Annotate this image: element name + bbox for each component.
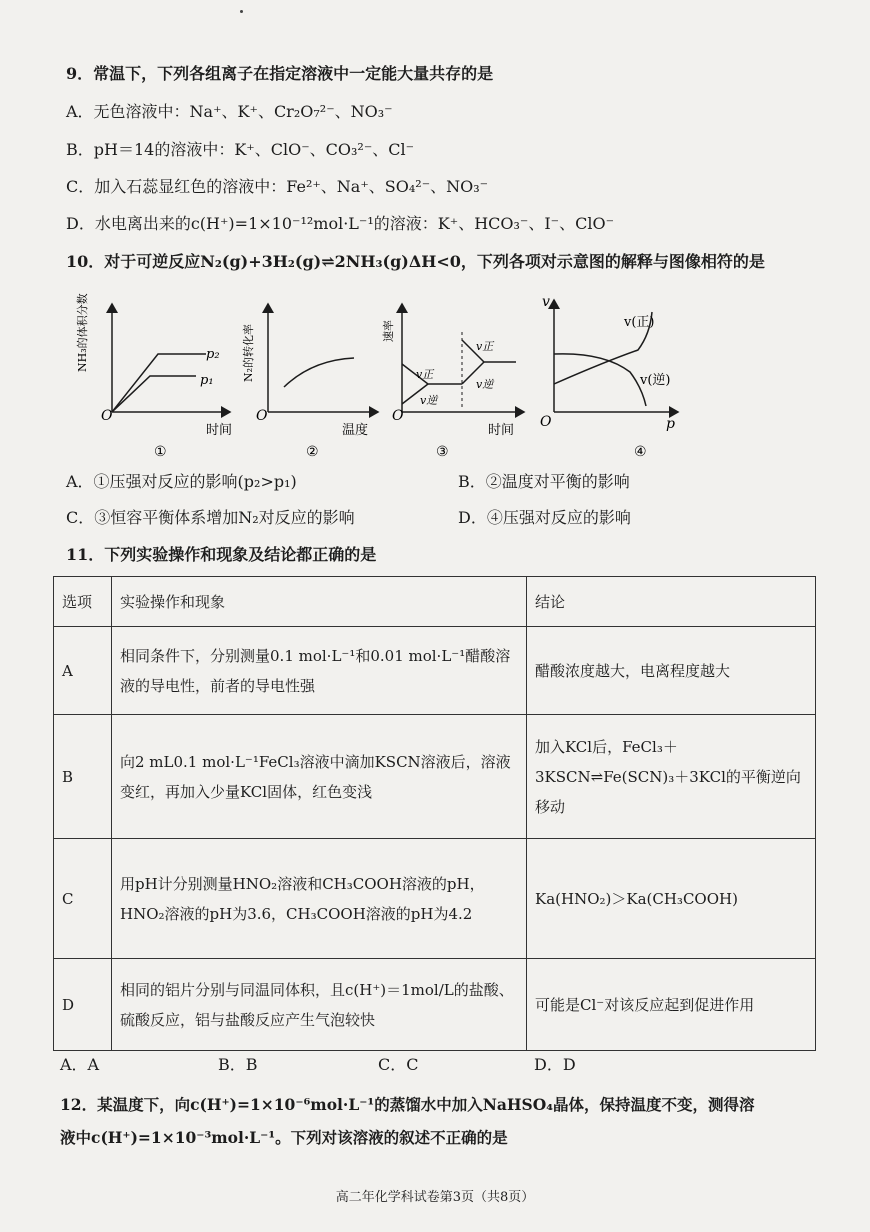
row-d-operation: 相同的铝片分别与同温同体积，且c(H⁺)＝1mol/L的盐酸、硫酸反应，铝与盐酸反应产生气泡较快 (112, 959, 527, 1051)
graph3-origin: O (392, 408, 404, 424)
row-a-conclusion: 醋酸浓度越大，电离程度越大 (527, 627, 816, 715)
q9-option-c: C．加入石蕊显红色的溶液中：Fe²⁺、Na⁺、SO₄²⁻、NO₃⁻ (66, 177, 489, 196)
q10-option-b: B．②温度对平衡的影响 (458, 472, 630, 491)
q11-answer-c: C．C (378, 1055, 419, 1074)
row-d-conclusion: 可能是Cl⁻对该反应起到促进作用 (527, 959, 816, 1051)
graph3-curve-vr1: v逆 (420, 394, 438, 407)
graph3-curve-vr2: v逆 (476, 378, 494, 391)
table-row (54, 715, 816, 839)
q10-option-a: A．①压强对反应的影响(p₂>p₁) (66, 472, 297, 491)
graph-2 (234, 292, 384, 466)
header-operation: 实验操作和现象 (112, 577, 527, 627)
graph2-origin: O (256, 408, 268, 424)
page-footer: 高二年化学科试卷第3页（共8页） (335, 1190, 535, 1205)
row-c-option: C (54, 839, 112, 959)
graph4-origin: O (540, 414, 552, 430)
graph1-xlabel: 时间 (206, 423, 233, 438)
graph1-curve-p2: p₂ (206, 347, 220, 362)
graph4-curve-forward: v(正) (624, 315, 655, 330)
q9-stem: 9．常温下，下列各组离子在指定溶液中一定能大量共存的是 (66, 64, 494, 83)
graph1-number: ① (154, 444, 167, 460)
row-b-option: B (54, 715, 112, 839)
graph1-curve-p1: p₁ (200, 373, 214, 388)
graph4-ylabel: v (542, 294, 550, 310)
row-b-conclusion: 加入KCl后，FeCl₃＋3KSCN⇌Fe(SCN)₃＋3KCl的平衡逆向移动 (527, 715, 816, 839)
graph3-ylabel: 速率 (382, 320, 395, 342)
q11-answer-d: D．D (534, 1055, 576, 1074)
graph-3 (380, 292, 530, 466)
q11-answer-b: B．B (218, 1055, 258, 1074)
header-conclusion: 结论 (527, 577, 816, 627)
graph4-number: ④ (634, 444, 647, 460)
graph3-curve-vf2: v正 (476, 340, 494, 353)
q10-stem: 10．对于可逆反应N₂(g)+3H₂(g)⇌2NH₃(g)ΔH<0，下列各项对示意图的解释与图像相符的是 (66, 252, 765, 271)
graph-1 (66, 292, 236, 466)
table-row (54, 627, 816, 715)
graph1-origin: O (101, 408, 113, 424)
graph2-number: ② (306, 444, 319, 460)
scan-speck (240, 10, 243, 13)
graph3-number: ③ (436, 444, 449, 460)
row-a-option: A (54, 627, 112, 715)
graph2-ylabel: N₂的转化率 (242, 323, 255, 382)
row-c-operation: 用pH计分别测量HNO₂溶液和CH₃COOH溶液的pH，HNO₂溶液的pH为3.6，CH₃COOH溶液的pH为4.2 (112, 839, 527, 959)
graph1-ylabel: NH₃的体积分数 (76, 293, 89, 372)
graph3-xlabel: 时间 (488, 423, 515, 438)
graph4-xlabel: p (666, 416, 675, 432)
q9-option-b: B．pH＝14的溶液中：K⁺、ClO⁻、CO₃²⁻、Cl⁻ (66, 140, 415, 159)
table-header-row (54, 577, 816, 627)
header-option: 选项 (54, 577, 112, 627)
row-b-operation: 向2 mL0.1 mol·L⁻¹FeCl₃溶液中滴加KSCN溶液后，溶液变红，再加入少量KCl固体，红色变浅 (112, 715, 527, 839)
graph2-xlabel: 温度 (342, 423, 369, 438)
q9-option-a: A．无色溶液中：Na⁺、K⁺、Cr₂O₇²⁻、NO₃⁻ (66, 102, 393, 121)
q12-stem-line1: 12．某温度下，向c(H⁺)=1×10⁻⁶mol·L⁻¹的蒸馏水中加入NaHSO₄晶体，保持温度不变，测得溶 (60, 1095, 755, 1114)
q11-table (53, 576, 816, 1051)
q11-stem: 11．下列实验操作和现象及结论都正确的是 (66, 545, 377, 564)
row-a-operation: 相同条件下，分别测量0.1 mol·L⁻¹和0.01 mol·L⁻¹醋酸溶液的导电性，前者的导电性强 (112, 627, 527, 715)
q11-answer-a: A．A (60, 1055, 100, 1074)
q10-option-d: D．④压强对反应的影响 (458, 508, 631, 527)
table-row (54, 839, 816, 959)
graph-4 (534, 292, 684, 466)
q12-stem-line2: 液中c(H⁺)=1×10⁻³mol·L⁻¹。下列对该溶液的叙述不正确的是 (60, 1128, 508, 1147)
table-row (54, 959, 816, 1051)
graph3-curve-vf1: v正 (416, 368, 434, 381)
q10-option-c: C．③恒容平衡体系增加N₂对反应的影响 (66, 508, 355, 527)
row-c-conclusion: Ka(HNO₂)＞Ka(CH₃COOH) (527, 839, 816, 959)
q9-option-d: D．水电离出来的c(H⁺)=1×10⁻¹²mol·L⁻¹的溶液：K⁺、HCO₃⁻、I⁻、ClO⁻ (66, 214, 615, 233)
row-d-option: D (54, 959, 112, 1051)
graph4-curve-reverse: v(逆) (640, 373, 671, 388)
